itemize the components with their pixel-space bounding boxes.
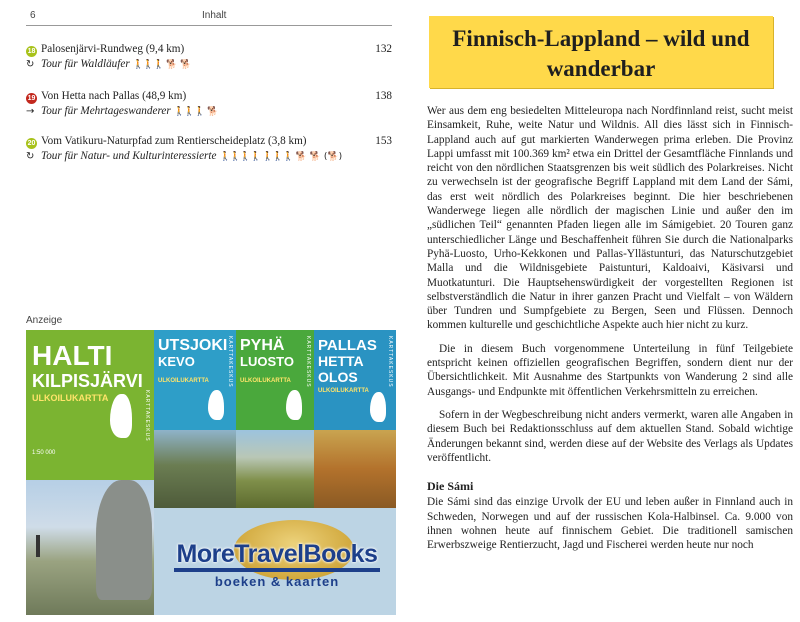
chapter-title: Finnisch-Lappland – wild und wanderbar (452, 26, 750, 81)
paragraph: Die Sámi sind das einzige Urvolk der EU und leben außer in Finnland auch in Schweden, Norwegen und auf der russischen Kola-Halbinsel. Ca. 9.000 von ihnen wohnen heute auf finnischem Gebiet. Die traditionell samischen Erwerbszweige Rentierzucht, Jagd und Fischerei werden heute nur noch (427, 496, 793, 552)
finland-outline-icon (286, 390, 302, 420)
advertisement[interactable] (26, 330, 396, 615)
toc-title: Vom Vatikuru-Naturpfad zum Rentierscheideplatz (3,8 km) (41, 135, 307, 147)
rock-image (96, 480, 152, 600)
finland-outline-icon (370, 392, 386, 422)
map-cover-halti (26, 330, 154, 615)
brand-logo-text: MoreTravelBooks (176, 540, 378, 568)
dog-icon: 🐕 (207, 107, 219, 117)
tour-number-badge: 19 (27, 95, 36, 102)
tour-number-badge: 20 (27, 140, 36, 147)
map-subtitle-2: OLOS (318, 369, 358, 385)
publisher-label: KARTTAKESKUS (387, 336, 393, 388)
map-title: UTSJOKI (158, 337, 228, 354)
paragraph: Wer aus dem eng besiedelten Mitteleuropa nach Nordfinnland reist, sucht meist Einsamkeit, Ruhe, weite Natur und Wildnis. All dies lässt sich in Finnisch-Lappland auch auf gut markierten Wanderwegen prima erleben. Die Provinz Lappi umfasst mit 100.369 km² etwa ein Drittel der Gesamtfläche Finnlands und reicht von den nördlichen Staatsgrenzen bis weit südlich des Polarkreises. Nicht zu verwechseln ist der geografische Begriff Lappland mit dem Land der Sámi, das erst weit nördlich des Polarkreises beginnt. Die hier beschriebenen Wanderwege liegen alle nördlich der magischen Linie und außer den im „südlichen Teil“ genannten Pfaden liegen alle im Sámigebiet. 20 Touren ganz unterschiedlicher Länge und Beschaffenheit führen Sie durch die Nationalparks Pyhä-Luosto, Urho-Kekkonen und Pallas-Yllästunturi, das Naturschutzgebiet Malla und die Wildnisgebiete Paistunturi, Kaldoaivi, Käsivarsi und Muotkatunturi. Die Hauptsehenswürdigkeit der vorgestellten Regionen ist selbstverständlich die Natur in ihrer ganzen Pracht und Vielfalt – von Wäldern über Tundren und Sumpfgebiete zu Bergen, Seen und Flüssen. Dennoch kommen kulturelle und geschichtliche Aspekte auch hier nicht zu kurz. (427, 105, 793, 332)
section-label: Inhalt (202, 10, 227, 21)
map-subtitle: KILPISJÄRVI (32, 371, 143, 391)
toc-entry-20[interactable] (26, 134, 394, 165)
cover-photo (314, 430, 396, 508)
map-kind: ULKOILUKARTTA (32, 393, 109, 403)
loop-arrow-icon: ↻ (26, 59, 35, 70)
map-cover-pallas (314, 330, 396, 508)
cover-photo (26, 480, 154, 615)
map-title: PALLAS (318, 337, 377, 354)
paragraph: Sofern in der Wegbeschreibung nicht anders vermerkt, waren alle Angaben in diesem Buch bei Redaktionsschluss auf dem aktuellen Stand. Sobald wichtige Änderungen bekannt sind, werden diese auf der Website des Verlags als Updates veröffentlicht. (427, 408, 793, 464)
page-header (26, 9, 392, 26)
right-page (425, 0, 800, 622)
dog-icon: 🐕 🐕 (166, 60, 192, 70)
loop-arrow-icon: ↻ (26, 151, 35, 162)
map-kind: ULKOILUKARTTA (318, 388, 369, 394)
toc-page-number: 132 (375, 43, 392, 55)
ad-label: Anzeige (26, 315, 63, 326)
brand-tagline: boeken & kaarten (214, 574, 340, 589)
finland-outline-icon (110, 394, 132, 438)
paragraph: Die in diesem Buch vorgenommene Unterteilung in fünf Teilgebiete entspricht keinen offiziellen geografischen Begriffen, sondern dient nur der Übersichtlichkeit. Mit Ausnahme des Startpunkts von Wanderung 2 sind alle Ausgangs- und Endpunkte mit öffentlichen Verkehrsmitteln zu erreichen. (427, 342, 793, 398)
toc-entry-19[interactable] (26, 89, 394, 120)
map-subtitle: HETTA (318, 353, 364, 369)
chapter-title-box (429, 16, 773, 88)
publisher-label: KARTTAKESKUS (227, 336, 233, 388)
map-cover-utsjoki (154, 330, 236, 508)
toc-subtitle: Tour für Natur- und Kulturinteressierte (41, 150, 217, 162)
brand-underline (174, 568, 380, 572)
toc-subtitle: Tour für Mehrtageswanderer (41, 105, 171, 117)
hiker-group-icon: 🚶🚶🚶🚶 🚶🚶🚶 (219, 152, 293, 162)
toc-page-number: 153 (375, 135, 392, 147)
page-number: 6 (30, 10, 36, 21)
cover-photo (236, 430, 314, 508)
tour-number-badge: 18 (27, 48, 36, 55)
publisher-label: KARTTAKESKUS (144, 390, 150, 442)
map-scale: 1:50 000 (32, 450, 56, 456)
toc-subtitle: Tour für Waldläufer (41, 58, 130, 70)
right-arrow-icon: → (26, 106, 35, 117)
map-kind: ULKOILUKARTTA (240, 378, 291, 384)
cover-photo (154, 430, 236, 508)
toc-entry-18[interactable] (26, 42, 394, 73)
toc-title: Von Hetta nach Pallas (48,9 km) (41, 90, 187, 102)
publisher-label: KARTTAKESKUS (305, 336, 311, 388)
hiker-figure (36, 535, 40, 557)
map-title: HALTI (32, 340, 113, 371)
finland-outline-icon (208, 390, 224, 420)
map-title: PYHÄ (240, 337, 285, 354)
map-cover-pyha (236, 330, 314, 508)
toc-title: Palosenjärvi-Rundweg (9,4 km) (41, 43, 185, 55)
subheading: Die Sámi (427, 479, 474, 494)
hiker-group-icon: 🚶🚶🚶 (132, 60, 164, 70)
brand-banner[interactable] (174, 520, 380, 612)
body-text (427, 104, 793, 562)
map-subtitle: LUOSTO (240, 354, 294, 369)
dog-icon: 🐕 🐕 (🐕) (295, 152, 343, 162)
map-kind: ULKOILUKARTTA (158, 378, 209, 384)
map-subtitle: KEVO (158, 354, 195, 369)
toc-page-number: 138 (375, 90, 392, 102)
hiker-group-icon: 🚶🚶🚶 (173, 107, 205, 117)
